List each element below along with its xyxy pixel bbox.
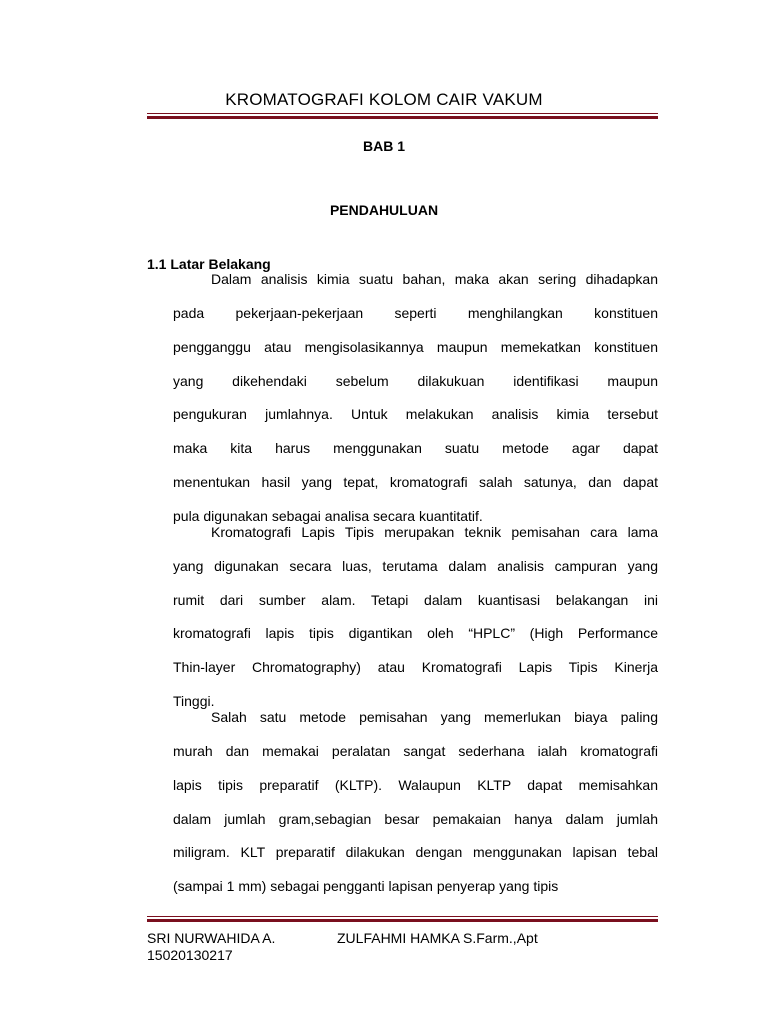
- text-line: Kromatografi Lapis Tipis merupakan teknik pemisahan cara lama: [211, 524, 658, 540]
- text-line: (sampai 1 mm) sebagai pengganti lapisan penyerap yang tipis: [173, 878, 559, 894]
- footer-supervisor: ZULFAHMI HAMKA S.Farm.,Apt: [337, 930, 538, 946]
- footer-author: SRI NURWAHIDA A.: [147, 930, 276, 946]
- chapter-title: PENDAHULUAN: [329, 202, 439, 218]
- text-line: miligram. KLT preparatif dilakukan dengan menggunakan lapisan tebal: [173, 844, 658, 860]
- text-line: pengganggu atau mengisolasikannya maupun memekatkan konstituen: [173, 339, 658, 355]
- text-line: rumit dari sumber alam. Tetapi dalam kuantisasi belakangan ini: [173, 592, 658, 608]
- text-line: dalam jumlah gram,sebagian besar pemakaian hanya dalam jumlah: [173, 811, 658, 827]
- document-title: KROMATOGRAFI KOLOM CAIR VAKUM: [225, 90, 543, 109]
- text-line: Dalam analisis kimia suatu bahan, maka akan sering dihadapkan: [211, 271, 658, 287]
- text-line: pengukuran jumlahnya. Untuk melakukan analisis kimia tersebut: [173, 406, 658, 422]
- footer-rule: [147, 916, 658, 922]
- text-line: Thin-layer Chromatography) atau Kromatografi Lapis Tipis Kinerja: [173, 659, 658, 675]
- text-line: maka kita harus menggunakan suatu metode agar dapat: [173, 440, 658, 456]
- footer-student-id: 15020130217: [147, 947, 233, 963]
- text-line: yang dikehendaki sebelum dilakukuan identifikasi maupun: [173, 373, 658, 389]
- text-line: pada pekerjaan-pekerjaan seperti menghilangkan konstituen: [173, 305, 658, 321]
- text-line: yang digunakan secara luas, terutama dalam analisis campuran yang: [173, 558, 658, 574]
- section-heading: 1.1 Latar Belakang: [147, 256, 271, 272]
- text-line: Salah satu metode pemisahan yang memerlukan biaya paling: [211, 709, 658, 725]
- text-line: murah dan memakai peralatan sangat sederhana ialah kromatografi: [173, 743, 658, 759]
- text-line: Tinggi.: [173, 693, 215, 709]
- text-line: lapis tipis preparatif (KLTP). Walaupun KLTP dapat memisahkan: [173, 777, 658, 793]
- text-line: pula digunakan sebagai analisa secara kuantitatif.: [173, 508, 483, 524]
- chapter-number: BAB 1: [362, 138, 405, 154]
- header-rule: [147, 113, 658, 119]
- text-line: menentukan hasil yang tepat, kromatografi salah satunya, dan dapat: [173, 474, 658, 490]
- text-line: kromatografi lapis tipis digantikan oleh “HPLC” (High Performance: [173, 625, 658, 641]
